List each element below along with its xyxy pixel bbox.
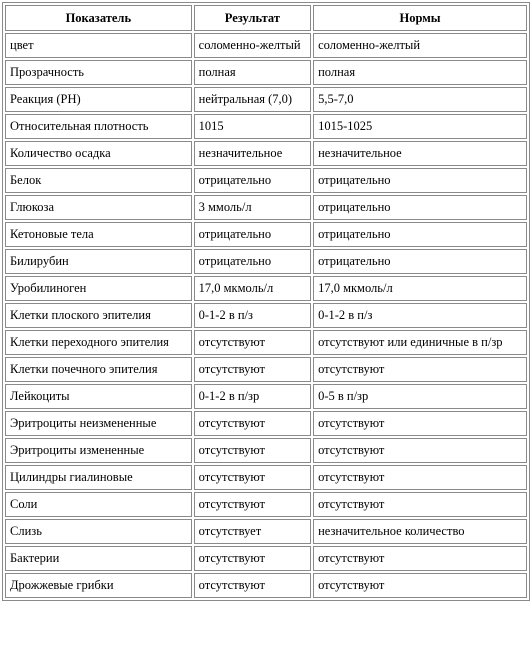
table-row [5, 168, 527, 193]
norm-cell: отсутствуют [313, 465, 527, 490]
norm-cell: отсутствуют [313, 492, 527, 517]
indicator-cell: цвет [5, 33, 192, 58]
result-cell: незначительное [194, 141, 311, 166]
indicator-cell: Клетки почечного эпителия [5, 357, 192, 382]
table-row [5, 330, 527, 355]
norm-cell: 1015-1025 [313, 114, 527, 139]
table-row [5, 87, 527, 112]
norm-cell: полная [313, 60, 527, 85]
indicator-cell: Уробилиноген [5, 276, 192, 301]
table-row [5, 492, 527, 517]
result-cell: отрицательно [194, 168, 311, 193]
result-cell: отсутствуют [194, 573, 311, 598]
norm-cell: соломенно-желтый [313, 33, 527, 58]
header-norms: Нормы [313, 5, 527, 31]
table-row [5, 357, 527, 382]
table-row [5, 276, 527, 301]
result-cell: отсутствуют [194, 465, 311, 490]
result-cell: соломенно-желтый [194, 33, 311, 58]
indicator-cell: Дрожжевые грибки [5, 573, 192, 598]
result-cell: отсутствуют [194, 546, 311, 571]
indicator-cell: Билирубин [5, 249, 192, 274]
indicator-cell: Относительная плотность [5, 114, 192, 139]
norm-cell: 17,0 мкмоль/л [313, 276, 527, 301]
norm-cell: отрицательно [313, 249, 527, 274]
norm-cell: отрицательно [313, 168, 527, 193]
urine-analysis-table [2, 2, 530, 601]
table-row [5, 519, 527, 544]
table-row [5, 465, 527, 490]
table-row [5, 573, 527, 598]
table-row [5, 141, 527, 166]
indicator-cell: Количество осадка [5, 141, 192, 166]
indicator-cell: Бактерии [5, 546, 192, 571]
header-indicator: Показатель [5, 5, 192, 31]
norm-cell: 5,5-7,0 [313, 87, 527, 112]
result-cell: отсутствуют [194, 492, 311, 517]
indicator-cell: Клетки переходного эпителия [5, 330, 192, 355]
result-cell: отсутствуют [194, 411, 311, 436]
indicator-cell: Лейкоциты [5, 384, 192, 409]
norm-cell: незначительное количество [313, 519, 527, 544]
norm-cell: отрицательно [313, 195, 527, 220]
norm-cell: отсутствуют [313, 438, 527, 463]
header-result: Результат [194, 5, 311, 31]
indicator-cell: Клетки плоского эпителия [5, 303, 192, 328]
norm-cell: отрицательно [313, 222, 527, 247]
norm-cell: отсутствуют [313, 411, 527, 436]
indicator-cell: Цилиндры гиалиновые [5, 465, 192, 490]
table-row [5, 33, 527, 58]
result-cell: отсутствуют [194, 357, 311, 382]
result-cell: отсутствуют [194, 330, 311, 355]
table-row [5, 222, 527, 247]
indicator-cell: Эритроциты неизмененные [5, 411, 192, 436]
result-cell: 3 ммоль/л [194, 195, 311, 220]
norm-cell: незначительное [313, 141, 527, 166]
result-cell: отрицательно [194, 222, 311, 247]
table-row [5, 438, 527, 463]
norm-cell: отсутствуют или единичные в п/зр [313, 330, 527, 355]
table-row [5, 546, 527, 571]
indicator-cell: Слизь [5, 519, 192, 544]
indicator-cell: Белок [5, 168, 192, 193]
result-cell: 17,0 мкмоль/л [194, 276, 311, 301]
norm-cell: 0-1-2 в п/з [313, 303, 527, 328]
table-row [5, 384, 527, 409]
result-cell: отсутствуют [194, 438, 311, 463]
norm-cell: 0-5 в п/зр [313, 384, 527, 409]
table-row [5, 249, 527, 274]
indicator-cell: Прозрачность [5, 60, 192, 85]
indicator-cell: Кетоновые тела [5, 222, 192, 247]
result-cell: отрицательно [194, 249, 311, 274]
result-cell: отсутствует [194, 519, 311, 544]
table-row [5, 411, 527, 436]
table-row [5, 303, 527, 328]
table-row [5, 60, 527, 85]
result-cell: полная [194, 60, 311, 85]
indicator-cell: Глюкоза [5, 195, 192, 220]
indicator-cell: Соли [5, 492, 192, 517]
result-cell: нейтральная (7,0) [194, 87, 311, 112]
result-cell: 0-1-2 в п/з [194, 303, 311, 328]
indicator-cell: Реакция (PH) [5, 87, 192, 112]
header-row [5, 5, 527, 31]
norm-cell: отсутствуют [313, 546, 527, 571]
table-row [5, 195, 527, 220]
norm-cell: отсутствуют [313, 573, 527, 598]
result-cell: 0-1-2 в п/зр [194, 384, 311, 409]
result-cell: 1015 [194, 114, 311, 139]
indicator-cell: Эритроциты измененные [5, 438, 192, 463]
norm-cell: отсутствуют [313, 357, 527, 382]
table-row [5, 114, 527, 139]
